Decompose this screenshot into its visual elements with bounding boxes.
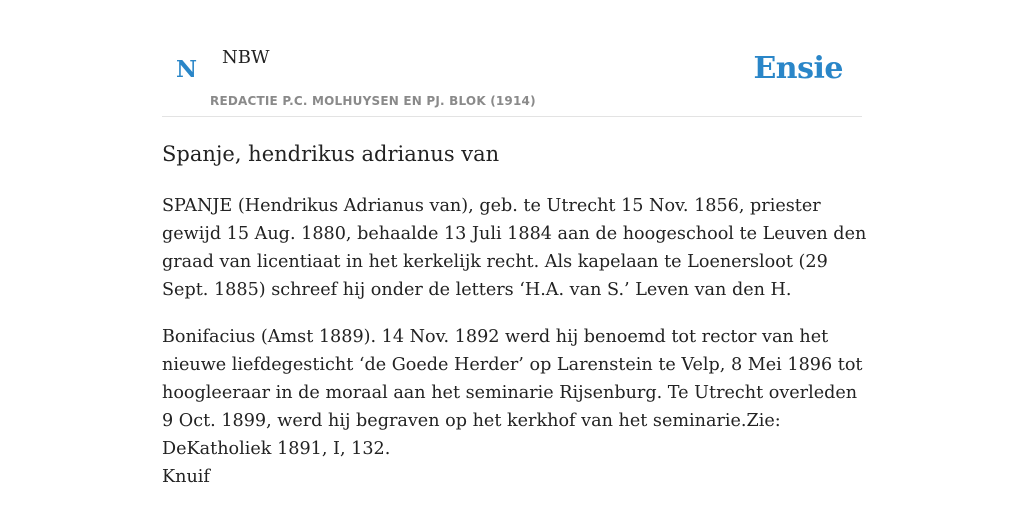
book-subtitle: REDACTIE P.C. MOLHUYSEN EN PJ. BLOK (1914) <box>210 94 536 108</box>
book-logo[interactable]: N <box>176 56 198 83</box>
entry-paragraph: Bonifacius (Amst 1889). 14 Nov. 1892 werd hij benoemd tot rector van het nieuwe liefdegesticht ‘de Goede Herder’ op Larenstein te Velp, 8 Mei 1896 tot hoogleeraar in de moraal aan het seminarie Rijsenburg. Te Utrecht overleden 9 Oct. 1899, werd hij begraven op het kerkhof van het seminarie.Zie: DeKatholiek 1891, I, 132. <box>162 327 863 459</box>
book-title-link[interactable]: NBW <box>222 47 270 68</box>
entry-paragraph: SPANJE (Hendrikus Adrianus van), geb. te Utrecht 15 Nov. 1856, priester gewijd 15 Aug. 1880, behaalde 13 Juli 1884 aan de hoogeschool te Leuven den graad van licentiaat in het kerkelijk recht. Als kapelaan te Loenersloot (29 Sept. 1885) schreef hij onder de letters ‘H.A. van S.’ Leven van den H. <box>162 196 867 300</box>
header <box>162 0 862 117</box>
entry-author: Knuif <box>162 467 210 487</box>
ensie-logo[interactable]: Ensie <box>753 51 843 86</box>
entry-title: Spanje, hendrikus adrianus van <box>162 142 500 166</box>
